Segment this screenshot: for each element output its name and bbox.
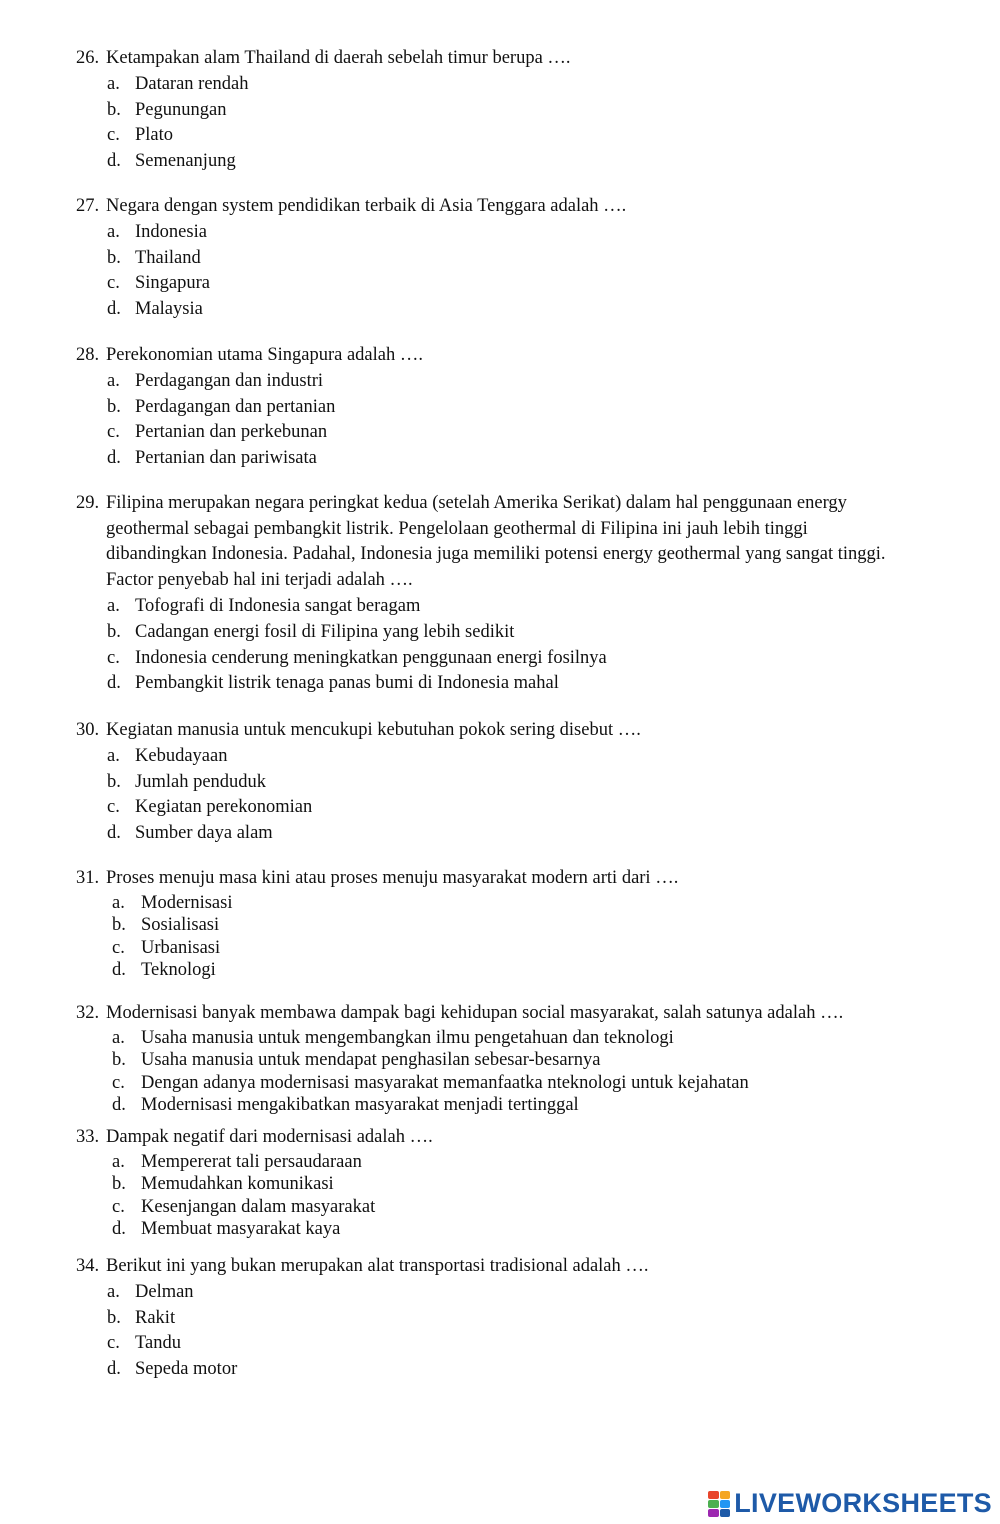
- option-text: Tandu: [135, 1333, 181, 1354]
- question-number: 28.: [76, 345, 100, 365]
- option-c[interactable]: [0, 123, 1000, 149]
- option-letter: b.: [107, 771, 121, 792]
- option-text: Rakit: [135, 1307, 176, 1328]
- option-letter: a.: [107, 370, 120, 391]
- question-stem: [0, 491, 1000, 594]
- option-c[interactable]: [0, 795, 1000, 821]
- option-letter: d.: [107, 299, 121, 320]
- option-letter: a.: [107, 595, 120, 616]
- option-letter: c.: [107, 797, 120, 818]
- logo-square: [708, 1491, 719, 1499]
- option-a[interactable]: [0, 892, 1000, 915]
- question-number: 34.: [76, 1256, 100, 1276]
- question-stem: [0, 718, 1000, 744]
- option-text: Usaha manusia untuk mendapat penghasilan sebesar-besarnya: [141, 1050, 601, 1071]
- option-c[interactable]: [0, 271, 1000, 297]
- option-b[interactable]: [0, 914, 1000, 937]
- option-d[interactable]: [0, 297, 1000, 323]
- option-text: Pertanian dan pariwisata: [135, 448, 317, 469]
- option-b[interactable]: [0, 246, 1000, 272]
- option-text: Kebudayaan: [135, 745, 228, 766]
- logo-square: [720, 1500, 731, 1508]
- question-33: [0, 1125, 1000, 1241]
- question-31: [0, 866, 1000, 982]
- option-letter: b.: [112, 915, 126, 936]
- option-c[interactable]: [0, 1331, 1000, 1357]
- question-26: [0, 46, 1000, 175]
- option-text: Indonesia: [135, 221, 207, 242]
- option-letter: d.: [107, 448, 121, 469]
- option-text: Membuat masyarakat kaya: [141, 1219, 341, 1240]
- option-letter: d.: [107, 823, 121, 844]
- option-text: Indonesia cenderung meningkatkan penggunaan energi fosilnya: [135, 647, 607, 668]
- option-d[interactable]: [0, 1218, 1000, 1241]
- question-32: [0, 1001, 1000, 1117]
- question-number: 27.: [76, 196, 100, 216]
- option-letter: b.: [107, 99, 121, 120]
- option-text: Dengan adanya modernisasi masyarakat memanfaatka nteknologi untuk kejahatan: [141, 1072, 749, 1093]
- option-b[interactable]: [0, 98, 1000, 124]
- option-letter: c.: [107, 125, 120, 146]
- logo-grid-icon: [708, 1491, 730, 1517]
- option-letter: c.: [107, 273, 120, 294]
- question-30: [0, 718, 1000, 847]
- option-text: Urbanisasi: [141, 937, 221, 958]
- option-letter: d.: [112, 1219, 126, 1240]
- option-text: Pegunungan: [135, 99, 227, 120]
- option-letter: a.: [112, 892, 125, 913]
- question-number: 33.: [76, 1127, 100, 1147]
- option-text: Sumber daya alam: [135, 823, 273, 844]
- question-number: 31.: [76, 868, 100, 888]
- option-letter: a.: [107, 221, 120, 242]
- question-text: Proses menuju masa kini atau proses menuju masyarakat modern arti dari ….: [106, 868, 679, 888]
- question-stem: [0, 343, 1000, 369]
- question-29: [0, 491, 1000, 697]
- option-a[interactable]: [0, 1027, 1000, 1050]
- option-d[interactable]: [0, 1357, 1000, 1383]
- question-34: [0, 1254, 1000, 1383]
- option-text: Cadangan energi fosil di Filipina yang lebih sedikit: [135, 621, 515, 642]
- option-letter: d.: [112, 1095, 126, 1116]
- option-text: Jumlah penduduk: [135, 771, 267, 792]
- option-text: Pertanian dan perkebunan: [135, 422, 328, 443]
- option-text: Pembangkit listrik tenaga panas bumi di Indonesia mahal: [135, 673, 559, 694]
- option-b[interactable]: [0, 770, 1000, 796]
- option-letter: c.: [112, 937, 125, 958]
- question-text: Dampak negatif dari modernisasi adalah ….: [106, 1127, 433, 1147]
- question-text-line: Factor penyebab hal ini terjadi adalah ….: [106, 570, 413, 591]
- logo-wordmark: LIVEWORKSHEETS: [734, 1488, 992, 1518]
- option-text: Mempererat tali persaudaraan: [141, 1151, 362, 1172]
- option-c[interactable]: [0, 1196, 1000, 1219]
- option-b[interactable]: [0, 395, 1000, 421]
- question-text: Berikut ini yang bukan merupakan alat transportasi tradisional adalah ….: [106, 1256, 649, 1276]
- option-c[interactable]: [0, 937, 1000, 960]
- option-text: Delman: [135, 1281, 194, 1302]
- option-a[interactable]: [0, 594, 1000, 620]
- question-27: [0, 194, 1000, 323]
- option-d[interactable]: [0, 671, 1000, 697]
- option-text: Singapura: [135, 273, 211, 294]
- option-text: Memudahkan komunikasi: [141, 1174, 334, 1195]
- option-letter: b.: [107, 247, 121, 268]
- option-text: Tofografi di Indonesia sangat beragam: [135, 595, 421, 616]
- question-number: 32.: [76, 1003, 100, 1023]
- question-text-line: Filipina merupakan negara peringkat kedua (setelah Amerika Serikat) dalam hal penggunaan energy: [106, 493, 847, 513]
- question-stem: [0, 866, 1000, 892]
- option-text: Perdagangan dan industri: [135, 370, 324, 391]
- question-number: 30.: [76, 720, 100, 740]
- option-letter: d.: [107, 673, 121, 694]
- option-b[interactable]: [0, 1173, 1000, 1196]
- question-text: Perekonomian utama Singapura adalah ….: [106, 345, 423, 365]
- option-text: Sosialisasi: [141, 915, 220, 936]
- logo-square: [720, 1509, 731, 1517]
- option-letter: c.: [112, 1196, 125, 1217]
- option-text: Sepeda motor: [135, 1359, 238, 1380]
- option-c[interactable]: [0, 646, 1000, 672]
- question-stem: [0, 194, 1000, 220]
- option-letter: d.: [107, 151, 121, 172]
- option-text: Modernisasi: [141, 892, 233, 913]
- option-letter: d.: [112, 960, 126, 981]
- option-text: Plato: [135, 125, 174, 146]
- option-letter: b.: [112, 1050, 126, 1071]
- option-letter: a.: [107, 73, 120, 94]
- option-b[interactable]: [0, 1306, 1000, 1332]
- option-d[interactable]: [0, 446, 1000, 472]
- option-letter: a.: [112, 1151, 125, 1172]
- option-text: Dataran rendah: [135, 73, 249, 94]
- option-letter: c.: [107, 647, 120, 668]
- question-text: Ketampakan alam Thailand di daerah sebelah timur berupa ….: [106, 48, 571, 68]
- question-stem: [0, 1001, 1000, 1027]
- option-text: Teknologi: [141, 960, 216, 981]
- question-text: Modernisasi banyak membawa dampak bagi kehidupan social masyarakat, salah satunya adalah ….: [106, 1003, 844, 1023]
- option-d[interactable]: [0, 1094, 1000, 1117]
- question-text: Negara dengan system pendidikan terbaik di Asia Tenggara adalah ….: [106, 196, 627, 216]
- question-text-line: geothermal sebagai pembangkit listrik. Pengelolaan geothermal di Filipina ini jauh lebih tinggi: [106, 518, 808, 539]
- question-stem: [0, 1254, 1000, 1280]
- option-d[interactable]: [0, 821, 1000, 847]
- option-text: Usaha manusia untuk mengembangkan ilmu pengetahuan dan teknologi: [141, 1027, 674, 1048]
- option-letter: b.: [107, 1307, 121, 1328]
- option-text: Thailand: [135, 247, 201, 268]
- option-letter: b.: [107, 621, 121, 642]
- option-text: Malaysia: [135, 299, 203, 320]
- option-d[interactable]: [0, 149, 1000, 175]
- liveworksheets-logo[interactable]: [708, 1488, 992, 1519]
- logo-square: [708, 1509, 719, 1517]
- option-letter: b.: [112, 1174, 126, 1195]
- option-letter: b.: [107, 396, 121, 417]
- option-text: Semenanjung: [135, 151, 236, 172]
- question-number: 26.: [76, 48, 100, 68]
- question-stem: [0, 46, 1000, 72]
- logo-square: [720, 1491, 731, 1499]
- option-a[interactable]: [0, 1151, 1000, 1174]
- option-letter: c.: [107, 422, 120, 443]
- question-text-line: dibandingkan Indonesia. Padahal, Indonesia juga memiliki potensi energy geothermal yang sangat tinggi.: [106, 544, 886, 565]
- question-28: [0, 343, 1000, 472]
- option-a[interactable]: [0, 72, 1000, 98]
- option-letter: a.: [107, 1281, 120, 1302]
- option-a[interactable]: [0, 220, 1000, 246]
- option-text: Perdagangan dan pertanian: [135, 396, 336, 417]
- option-a[interactable]: [0, 744, 1000, 770]
- question-text: Kegiatan manusia untuk mencukupi kebutuhan pokok sering disebut ….: [106, 720, 641, 740]
- option-letter: c.: [107, 1333, 120, 1354]
- option-letter: d.: [107, 1359, 121, 1380]
- option-text: Kesenjangan dalam masyarakat: [141, 1196, 376, 1217]
- option-a[interactable]: [0, 1280, 1000, 1306]
- option-c[interactable]: [0, 1072, 1000, 1095]
- question-number: 29.: [76, 493, 100, 513]
- option-d[interactable]: [0, 959, 1000, 982]
- option-a[interactable]: [0, 369, 1000, 395]
- option-c[interactable]: [0, 420, 1000, 446]
- option-text: Modernisasi mengakibatkan masyarakat menjadi tertinggal: [141, 1095, 579, 1116]
- question-stem: [0, 1125, 1000, 1151]
- option-letter: a.: [107, 745, 120, 766]
- logo-square: [708, 1500, 719, 1508]
- option-text: Kegiatan perekonomian: [135, 797, 313, 818]
- option-b[interactable]: [0, 1049, 1000, 1072]
- option-b[interactable]: [0, 620, 1000, 646]
- option-letter: c.: [112, 1072, 125, 1093]
- option-letter: a.: [112, 1027, 125, 1048]
